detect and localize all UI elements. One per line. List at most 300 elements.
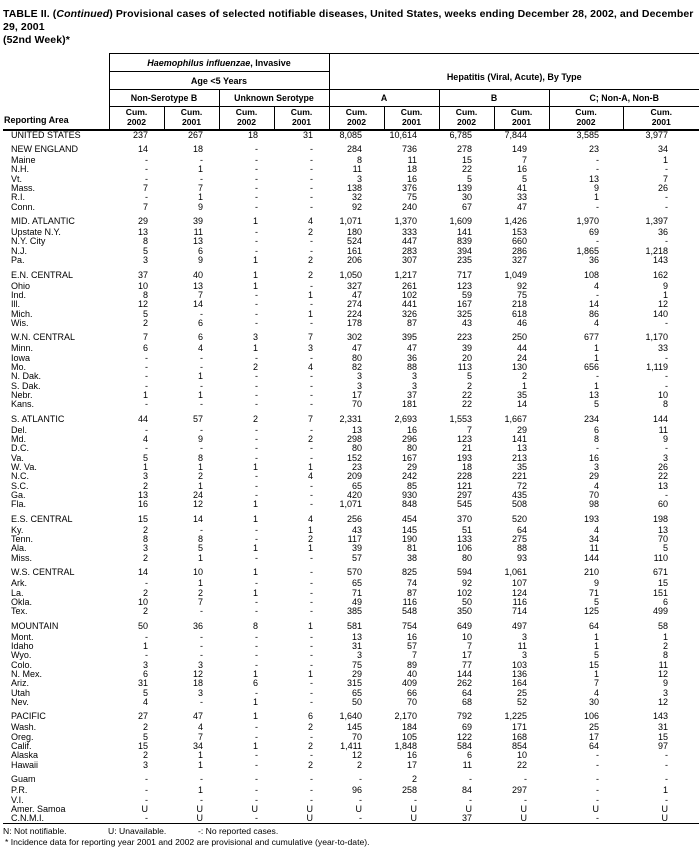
value-cell: -: [665, 490, 668, 500]
value-cell: -: [665, 193, 668, 203]
value-cell: 7: [521, 156, 527, 166]
value-cell: -: [145, 579, 148, 589]
value-cell: 171: [511, 723, 527, 733]
value-cell: 13: [657, 481, 668, 491]
table-row: [3, 237, 699, 246]
value-cell: 209: [346, 472, 362, 482]
value-cell: 140: [652, 309, 668, 319]
value-cell: 7: [197, 732, 203, 742]
value-cell: 33: [516, 193, 527, 203]
notifiable-diseases-table: [3, 53, 699, 824]
value-cell: 1: [197, 553, 203, 563]
value-cell: 302: [346, 332, 362, 343]
value-cell: 125: [583, 607, 599, 617]
value-cell: 376: [401, 183, 417, 193]
value-cell: 447: [401, 237, 417, 247]
value-cell: 162: [652, 269, 668, 280]
value-cell: 2: [466, 381, 472, 391]
value-cell: -: [310, 795, 313, 805]
value-cell: -: [145, 795, 148, 805]
value-cell: 3: [521, 651, 527, 661]
table-row: [3, 607, 699, 616]
value-cell: 34: [657, 144, 668, 155]
value-cell: 57: [406, 642, 417, 652]
value-cell: 14: [516, 400, 527, 410]
reporting-area-cell: Nev.: [11, 697, 29, 707]
value-cell: 1: [197, 390, 203, 400]
table-row: [3, 598, 699, 607]
value-cell: 1,071: [339, 216, 362, 227]
value-cell: 8: [142, 535, 148, 545]
table-row: [3, 526, 699, 535]
value-cell: -: [145, 786, 148, 796]
value-cell: -: [255, 490, 258, 500]
value-cell: 70: [406, 697, 417, 707]
value-cell: 825: [401, 567, 417, 578]
table-row: [3, 310, 699, 319]
value-cell: 3: [411, 381, 417, 391]
value-cell: 67: [461, 202, 472, 212]
value-cell: -: [145, 425, 148, 435]
value-cell: 27: [137, 711, 148, 722]
value-cell: 49: [351, 597, 362, 607]
value-cell: 677: [583, 332, 599, 343]
value-cell: 524: [346, 237, 362, 247]
col-hepatitis-a: A: [329, 90, 439, 107]
value-cell: 671: [652, 567, 668, 578]
value-cell: 7: [662, 174, 668, 184]
value-cell: 370: [456, 513, 472, 524]
table-row: [3, 707, 699, 723]
value-cell: 139: [456, 183, 472, 193]
value-cell: 16: [406, 751, 417, 761]
value-cell: 13: [588, 390, 599, 400]
value-cell: 508: [511, 500, 527, 510]
value-cell: 43: [461, 318, 472, 328]
value-cell: -: [665, 353, 668, 363]
table-row: [3, 679, 699, 688]
value-cell: -: [255, 300, 258, 310]
value-cell: -: [255, 183, 258, 193]
value-cell: 31: [657, 723, 668, 733]
value-cell: 102: [401, 290, 417, 300]
value-cell: -: [200, 425, 203, 435]
reporting-area-cell: W.S. CENTRAL: [11, 567, 75, 578]
value-cell: -: [665, 444, 668, 454]
value-cell: -: [310, 390, 313, 400]
value-cell: 235: [456, 256, 472, 266]
value-cell: 32: [351, 193, 362, 203]
table-row: [3, 391, 699, 400]
value-cell: 234: [583, 413, 599, 424]
value-cell: 10,614: [389, 129, 417, 140]
value-cell: -: [255, 732, 258, 742]
reporting-area-cell: Ill.: [11, 300, 20, 310]
cum-header-nonb-2002: Cum. 2002: [109, 107, 164, 130]
reporting-area-cell: N. Mex.: [11, 669, 43, 679]
table-row: [3, 193, 699, 202]
value-cell: 218: [511, 300, 527, 310]
value-cell: 15: [657, 732, 668, 742]
table-row: [3, 344, 699, 353]
reporting-area-cell: Nebr.: [11, 390, 33, 400]
value-cell: -: [145, 174, 148, 184]
value-cell: 1: [252, 269, 258, 280]
reporting-area-cell: Del.: [11, 425, 28, 435]
value-cell: 29: [516, 425, 527, 435]
table-row: [3, 426, 699, 435]
value-cell: -: [310, 246, 313, 256]
value-cell: 7: [197, 597, 203, 607]
value-cell: 151: [652, 588, 668, 598]
value-cell: 5: [142, 246, 148, 256]
value-cell: 68: [461, 697, 472, 707]
value-cell: 123: [456, 281, 472, 291]
value-cell: 143: [652, 256, 668, 266]
value-cell: 12: [657, 300, 668, 310]
value-cell: 17: [461, 651, 472, 661]
value-cell: 8: [142, 290, 148, 300]
value-cell: 23: [588, 144, 599, 155]
value-cell: 454: [401, 513, 417, 524]
value-cell: 350: [456, 607, 472, 617]
value-cell: 168: [511, 732, 527, 742]
value-cell: 7: [142, 202, 148, 212]
value-cell: U: [355, 804, 362, 814]
value-cell: 1: [521, 381, 527, 391]
value-cell: -: [255, 751, 258, 761]
value-cell: -: [255, 353, 258, 363]
cum-header-nonb-2001: Cum. 2001: [164, 107, 219, 130]
value-cell: -: [310, 632, 313, 642]
value-cell: 15: [461, 156, 472, 166]
value-cell: -: [145, 400, 148, 410]
title-week: (52nd Week)*: [3, 34, 70, 46]
table-row: [3, 300, 699, 309]
value-cell: -: [310, 553, 313, 563]
value-cell: 133: [456, 535, 472, 545]
value-cell: -: [255, 760, 258, 770]
value-cell: 2: [142, 553, 148, 563]
value-cell: 5: [593, 597, 599, 607]
value-cell: 71: [588, 588, 599, 598]
value-cell: 85: [406, 481, 417, 491]
cum-header-hepc-2001: Cum. 2001: [623, 107, 699, 130]
value-cell: 224: [346, 309, 362, 319]
col-nonserotype-b: Non-Serotype B: [109, 90, 219, 107]
value-cell: 123: [456, 435, 472, 445]
value-cell: -: [359, 814, 362, 824]
value-cell: -: [596, 202, 599, 212]
value-cell: 2: [307, 760, 313, 770]
table-row: [3, 805, 699, 814]
value-cell: 3: [356, 372, 362, 382]
value-cell: -: [255, 553, 258, 563]
value-cell: 395: [401, 332, 417, 343]
value-cell: 25: [588, 723, 599, 733]
value-cell: U: [196, 804, 203, 814]
value-cell: 18: [406, 165, 417, 175]
value-cell: 64: [588, 742, 599, 752]
value-cell: -: [310, 237, 313, 247]
value-cell: 122: [456, 732, 472, 742]
value-cell: 87: [406, 318, 417, 328]
value-cell: 2: [142, 481, 148, 491]
value-cell: 17: [588, 732, 599, 742]
reporting-area-cell: N. Dak.: [11, 372, 42, 382]
value-cell: U: [196, 814, 203, 824]
table-row: [3, 651, 699, 660]
reporting-area-cell: R.I.: [11, 193, 26, 203]
reporting-area-cell: Wis.: [11, 318, 29, 328]
table-row: [3, 165, 699, 174]
reporting-area-cell: Oreg.: [11, 732, 34, 742]
value-cell: 141: [511, 435, 527, 445]
reporting-area-cell: Wyo.: [11, 651, 32, 661]
value-cell: 65: [351, 688, 362, 698]
value-cell: 6: [307, 711, 313, 722]
value-cell: 9: [593, 183, 599, 193]
value-cell: 298: [346, 435, 362, 445]
value-cell: 1: [252, 500, 258, 510]
value-cell: -: [255, 228, 258, 238]
value-cell: 497: [511, 620, 527, 631]
value-cell: 848: [401, 500, 417, 510]
value-cell: 594: [456, 567, 472, 578]
reporting-area-cell: Wash.: [11, 723, 37, 733]
value-cell: 5: [142, 453, 148, 463]
value-cell: 1,217: [394, 269, 417, 280]
value-cell: 84: [461, 786, 472, 796]
value-cell: 4: [197, 344, 203, 354]
value-cell: 70: [588, 490, 599, 500]
value-cell: 1,119: [646, 363, 668, 373]
table-title: [3, 8, 695, 47]
value-cell: 9: [662, 435, 668, 445]
reporting-area-cell: Alaska: [11, 751, 39, 761]
reporting-area-cell: Minn.: [11, 344, 34, 354]
value-cell: 1,050: [339, 269, 362, 280]
value-cell: 1: [252, 344, 258, 354]
value-cell: 80: [406, 444, 417, 454]
value-cell: -: [596, 814, 599, 824]
value-cell: 1: [252, 588, 258, 598]
value-cell: 5: [466, 372, 472, 382]
value-cell: -: [310, 579, 313, 589]
value-cell: 13: [657, 525, 668, 535]
value-cell: 64: [588, 620, 599, 631]
reporting-area-cell: S.C.: [11, 481, 29, 491]
value-cell: -: [255, 481, 258, 491]
value-cell: 10: [657, 390, 668, 400]
cum-header-unknown-2002: Cum. 2002: [219, 107, 274, 130]
value-cell: 41: [516, 183, 527, 193]
value-cell: 1: [662, 632, 668, 642]
reporting-area-cell: Pa.: [11, 256, 25, 266]
value-cell: 70: [351, 732, 362, 742]
value-cell: 1,370: [394, 216, 417, 227]
value-cell: 1: [252, 742, 258, 752]
value-cell: 13: [137, 490, 148, 500]
table-row: [3, 751, 699, 760]
value-cell: 97: [657, 742, 668, 752]
value-cell: 520: [511, 513, 527, 524]
value-cell: 106: [583, 711, 599, 722]
table-row: [3, 661, 699, 670]
value-cell: 1: [593, 381, 599, 391]
value-cell: 23: [351, 463, 362, 472]
value-cell: 7: [197, 183, 203, 193]
table-row: [3, 554, 699, 563]
value-cell: 394: [456, 246, 472, 256]
value-cell: 13: [351, 425, 362, 435]
value-cell: 1: [197, 193, 203, 203]
reporting-area-cell: S. Dak.: [11, 381, 41, 391]
value-cell: 11: [462, 760, 472, 770]
value-cell: 39: [461, 344, 472, 354]
col-hepatitis-c-nona-nonb: C; Non-A, Non-B: [549, 90, 699, 107]
value-cell: U: [306, 814, 313, 824]
reporting-area-cell: Ark.: [11, 579, 28, 589]
table-row: [3, 140, 699, 156]
reporting-area-cell: Ala.: [11, 544, 27, 554]
value-cell: 30: [461, 193, 472, 203]
value-cell: -: [596, 774, 599, 785]
value-cell: 297: [511, 786, 527, 796]
value-cell: 649: [456, 620, 472, 631]
value-cell: 1: [252, 711, 258, 722]
value-cell: 89: [406, 660, 417, 670]
value-cell: 25: [516, 688, 527, 698]
value-cell: 4: [307, 472, 313, 482]
reporting-area-cell: Mich.: [11, 309, 33, 319]
value-cell: -: [255, 607, 258, 617]
value-cell: -: [255, 435, 258, 445]
reporting-area-cell: N.H.: [11, 165, 29, 175]
value-cell: 1,667: [504, 413, 527, 424]
table-row: [3, 544, 699, 553]
value-cell: 9: [662, 679, 668, 689]
value-cell: 58: [657, 620, 668, 631]
value-cell: 1: [252, 567, 258, 578]
value-cell: 11: [407, 156, 417, 166]
value-cell: 3: [593, 463, 599, 472]
value-cell: -: [310, 318, 313, 328]
value-cell: 930: [401, 490, 417, 500]
value-cell: 39: [351, 544, 362, 554]
value-cell: 22: [461, 400, 472, 410]
table-row: [3, 400, 699, 409]
value-cell: 1,218: [645, 246, 668, 256]
value-cell: -: [200, 795, 203, 805]
value-cell: -: [255, 723, 258, 733]
value-cell: 88: [406, 363, 417, 373]
value-cell: 82: [351, 363, 362, 373]
table-row: [3, 670, 699, 679]
value-cell: -: [310, 156, 313, 166]
value-cell: -: [310, 774, 313, 785]
value-cell: 12: [192, 500, 203, 510]
value-cell: 167: [401, 453, 417, 463]
value-cell: 1: [307, 544, 313, 554]
value-cell: 59: [461, 290, 472, 300]
value-cell: 1,848: [394, 742, 417, 752]
value-cell: 116: [402, 597, 417, 607]
reporting-area-cell: Tex.: [11, 607, 28, 617]
value-cell: -: [255, 472, 258, 482]
value-cell: 2,693: [394, 413, 417, 424]
value-cell: -: [665, 795, 668, 805]
table-row: [3, 616, 699, 632]
value-cell: 3: [356, 381, 362, 391]
value-cell: -: [255, 642, 258, 652]
reporting-area-cell: Ariz.: [11, 679, 29, 689]
reporting-area-cell: UNITED STATES: [11, 129, 81, 140]
value-cell: -: [310, 732, 313, 742]
value-cell: 35: [516, 463, 527, 472]
value-cell: 36: [588, 256, 599, 266]
value-cell: -: [255, 425, 258, 435]
value-cell: 12: [657, 697, 668, 707]
value-cell: 10: [192, 567, 203, 578]
value-cell: 2: [411, 774, 417, 785]
value-cell: 18: [192, 144, 203, 155]
value-cell: 80: [351, 353, 362, 363]
haemophilus-rest: , Invasive: [250, 57, 291, 68]
value-cell: 3: [356, 651, 362, 661]
value-cell: -: [255, 774, 258, 785]
reporting-area-cell: Ohio: [11, 281, 31, 291]
value-cell: 77: [461, 660, 472, 670]
value-cell: 274: [346, 300, 362, 310]
value-cell: 14: [192, 300, 203, 310]
value-cell: -: [145, 193, 148, 203]
value-cell: -: [255, 651, 258, 661]
table-row: [3, 500, 699, 509]
value-cell: 3: [142, 544, 148, 554]
value-cell: -: [200, 607, 203, 617]
value-cell: 130: [511, 363, 527, 373]
table-row: [3, 410, 699, 426]
value-cell: 3: [307, 344, 313, 354]
value-cell: 8: [252, 620, 258, 631]
table-row: [3, 761, 699, 770]
reporting-area-cell: Va.: [11, 453, 24, 463]
value-cell: 1,553: [449, 413, 472, 424]
value-cell: -: [310, 372, 313, 382]
value-cell: -: [310, 174, 313, 184]
value-cell: 4: [307, 513, 313, 524]
haemophilus-italic: Haemophilus influenzae: [147, 57, 251, 68]
value-cell: 57: [351, 553, 362, 563]
value-cell: 1: [593, 193, 599, 203]
value-cell: 5: [466, 174, 472, 184]
value-cell: 75: [406, 193, 417, 203]
value-cell: 11: [658, 425, 668, 435]
value-cell: 1: [197, 786, 203, 796]
reporting-area-cell: N.C.: [11, 472, 29, 482]
value-cell: 1,061: [504, 567, 527, 578]
value-cell: 37: [137, 269, 148, 280]
reporting-area-cell: Mo.: [11, 363, 27, 373]
value-cell: -: [310, 642, 313, 652]
value-cell: 2: [142, 588, 148, 598]
value-cell: 144: [652, 413, 668, 424]
value-cell: 64: [516, 525, 527, 535]
reporting-area-cell: Calif.: [11, 742, 32, 752]
value-cell: 1: [252, 281, 258, 291]
value-cell: U: [661, 804, 668, 814]
